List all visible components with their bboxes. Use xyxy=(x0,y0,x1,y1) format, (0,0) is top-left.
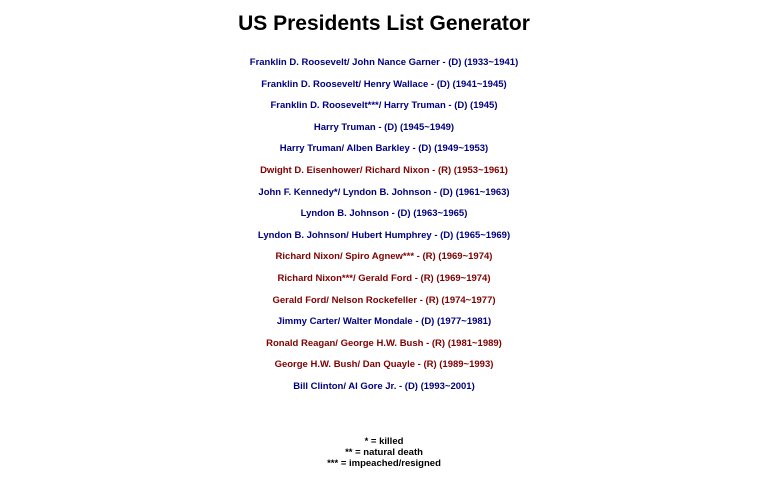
list-item: Franklin D. Roosevelt***/ Harry Truman - (D) (1945) xyxy=(270,100,498,112)
list-item: George H.W. Bush/ Dan Quayle - (R) (1989~1993) xyxy=(274,359,494,371)
list-item: Richard Nixon***/ Gerald Ford - (R) (1969~1974) xyxy=(277,272,491,284)
list-item: Harry Truman/ Alben Barkley - (D) (1949~1953) xyxy=(279,143,489,155)
list-item: Richard Nixon/ Spiro Agnew*** - (R) (1969~1974) xyxy=(275,251,493,263)
list-item: Lyndon B. Johnson - (D) (1963~1965) xyxy=(300,208,468,220)
presidents-list xyxy=(0,55,768,401)
list-item: Bill Clinton/ Al Gore Jr. - (D) (1993~2001) xyxy=(293,380,475,392)
list-item: Ronald Reagan/ George H.W. Bush - (R) (1981~1989) xyxy=(266,337,502,349)
list-item: Lyndon B. Johnson/ Hubert Humphrey - (D) (1965~1969) xyxy=(257,229,511,241)
legend-item-impeached-resigned: *** = impeached/resigned xyxy=(327,458,441,469)
list-item: Jimmy Carter/ Walter Mondale - (D) (1977~1981) xyxy=(276,316,492,328)
list-item: Franklin D. Roosevelt/ John Nance Garner - (D) (1933~1941) xyxy=(249,57,519,68)
legend xyxy=(0,436,768,469)
list-item: Gerald Ford/ Nelson Rockefeller - (R) (1974~1977) xyxy=(272,294,496,306)
page-title: US Presidents List Generator xyxy=(238,12,530,35)
legend-item-natural-death: ** = natural death xyxy=(345,447,423,458)
list-item: Franklin D. Roosevelt/ Henry Wallace - (D) (1941~1945) xyxy=(261,78,507,90)
list-item: John F. Kennedy*/ Lyndon B. Johnson - (D) (1961~1963) xyxy=(258,186,510,198)
legend-item-killed: * = killed xyxy=(364,436,404,447)
list-item: Dwight D. Eisenhower/ Richard Nixon - (R) (1953~1961) xyxy=(260,164,508,176)
list-item: Harry Truman - (D) (1945~1949) xyxy=(313,121,455,133)
